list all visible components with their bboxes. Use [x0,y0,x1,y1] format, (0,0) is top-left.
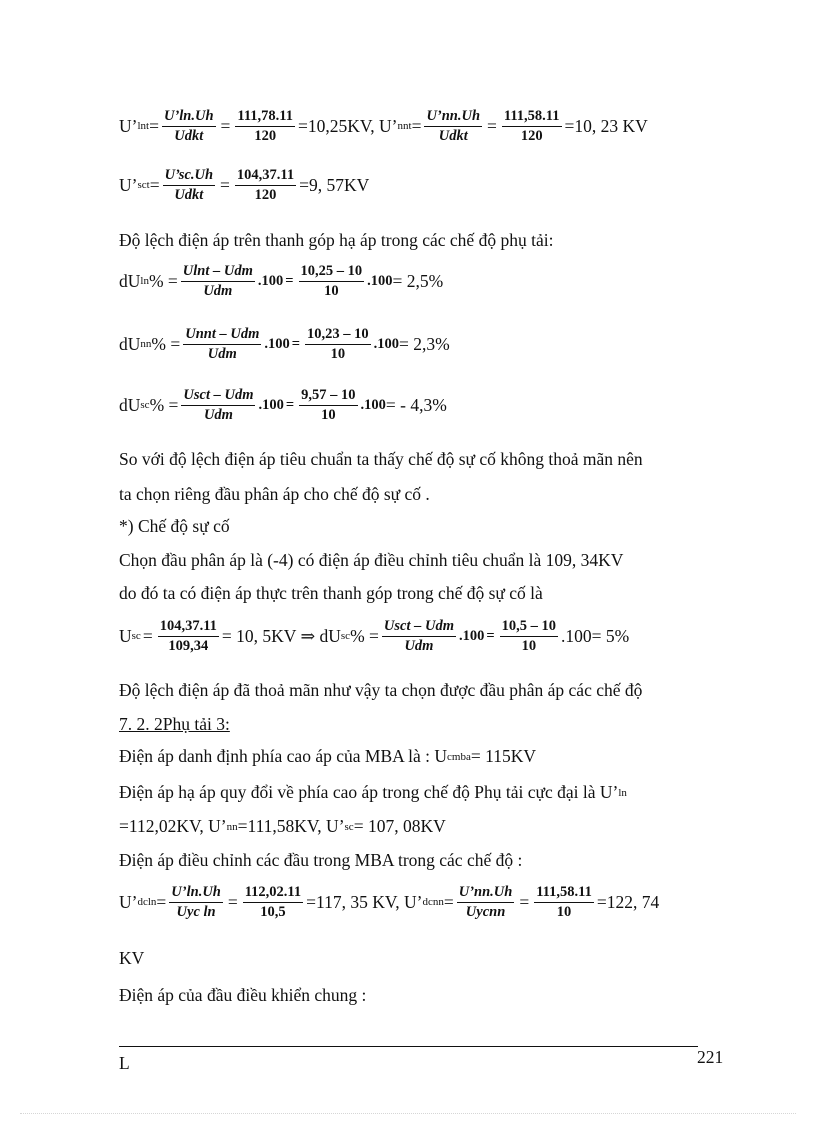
footer-letter: L [119,1053,130,1073]
paragraph: do đó ta có điện áp thực trên thanh góp trong chế độ sự cố là [119,583,543,603]
fraction: $\frac{U’\ln.Uh}{\text{Udkt}}$ [163,108,214,144]
fraction: $\frac{\text{Usct – Udm}}{\text{Udm}}$ [183,387,254,423]
fraction: $\frac{104,37.11}{109,34}$ [159,618,217,654]
fraction: $\frac{9,57 - 10}{10}$ [301,387,356,423]
paragraph: Độ lệch điện áp đã thoả mãn như vậy ta chọn được đầu phân áp các chế độ [119,680,643,700]
fraction: $\frac{U’nn.Uh}{\text{Uycnn}}$ [458,884,513,920]
equation-lnt-nnt: U’ lnt = $\frac{U’\ln.Uh}{\text{Udkt}}$ = $\frac{111,78.11}{120}$ =10,25KV, U’ nnt = $\frac{U’nn.Uh}{\text{Udkt}}$ = $\frac{111,58.11}{120}$ =10, 23 KV [119,108,648,144]
paragraph: Chọn đầu phân áp là (-4) có điện áp điều chỉnh tiêu chuẩn là 109, 34KV [119,550,624,570]
equation-dev-sc: dU sc % = $\frac{\text{Usct – Udm}}{\text{Udm}}$ .100 = $\frac{9,57 - 10}{10}$ .100 = - 4,3% [119,387,447,423]
equation-usc: U sc = $\frac{104,37.11}{109,34}$ = 10, 5KV ⇒ dU sc % = $\frac{\text{Usct – Udm}}{\text{Udm}}$ .100 = $\frac{10,5 - 10}{10}$ .100= 5% [119,618,630,654]
fraction: $\frac{\text{Ulnt – Udm}}{\text{Udm}}$ [182,263,253,299]
fraction: $\frac{10,25 - 10}{10}$ [300,263,363,299]
fraction: $\frac{\text{Usct – Udm}}{\text{Udm}}$ [383,618,454,654]
fraction: $\frac{111,78.11}{120}$ [237,108,294,144]
fraction: $\frac{10,5 - 10}{10}$ [501,618,557,654]
paragraph: Điện áp điều chỉnh các đầu trong MBA trong các chế độ : [119,850,523,870]
fraction: $\frac{111,58.11}{10}$ [536,884,592,920]
fraction: $\frac{U’sc.Uh}{\text{Udkt}}$ [164,167,214,203]
section-heading: 7. 2. 2Phụ tải 3: [119,714,230,734]
fraction: $\frac{112,02.11}{10,5}$ [244,884,302,920]
equation-sct: U’ sct = $\frac{U’sc.Uh}{\text{Udkt}}$ = $\frac{104,37.11}{120}$ =9, 57KV [119,167,370,203]
paragraph: Điện áp danh định phía cao áp của MBA là : U cmba = 115KV [119,746,536,766]
fraction: $\frac{U’\ln.Uh}{\text{Uyc ln}}$ [171,884,221,920]
paragraph: KV [119,948,145,968]
paragraph: =112,02KV, U’ nn =111,58KV, U’ sc = 107, 08KV [119,816,446,836]
fraction: $\frac{111,58.11}{120}$ [503,108,560,144]
paragraph: Điện áp của đầu điều khiển chung : [119,985,367,1005]
equation-dc: U’ dcln = $\frac{U’\ln.Uh}{\text{Uyc ln}}$ = $\frac{112,02.11}{10,5}$ =117, 35 KV, U’ dcnn = $\frac{U’nn.Uh}{\text{Uycnn}}$ = $\frac{111,58.11}{10}$ =122, 74 [119,884,660,920]
fraction: $\frac{10,23 - 10}{10}$ [307,326,369,362]
fraction: $\frac{\text{Unnt – Udm}}{\text{Udm}}$ [185,326,260,362]
fraction: $\frac{U’nn.Uh}{\text{Udkt}}$ [426,108,481,144]
footer-rule [119,1046,698,1047]
paragraph: Độ lệch điện áp trên thanh góp hạ áp trong các chế độ phụ tải: [119,230,554,250]
paragraph: So với độ lệch điện áp tiêu chuẩn ta thấy chế độ sự cố không thoả mãn nên [119,449,643,469]
fraction: $\frac{104,37.11}{120}$ [236,167,295,203]
paragraph: Điện áp hạ áp quy đổi về phía cao áp trong chế độ Phụ tải cực đại là U’ ln [119,782,627,802]
equation-dev-ln: dU ln % = $\frac{\text{Ulnt – Udm}}{\text{Udm}}$ .100 = $\frac{10,25 - 10}{10}$ .100 = 2,5% [119,263,444,299]
paragraph: *) Chế độ sự cố [119,516,230,536]
page-number: 221 [697,1047,724,1067]
equation-dev-nn: dU nn % = $\frac{\text{Unnt – Udm}}{\text{Udm}}$ .100 = $\frac{10,23 - 10}{10}$ .100 = 2,3% [119,326,450,362]
page-edge-divider [20,1113,796,1114]
paragraph: ta chọn riêng đầu phân áp cho chế độ sự cố . [119,484,430,504]
